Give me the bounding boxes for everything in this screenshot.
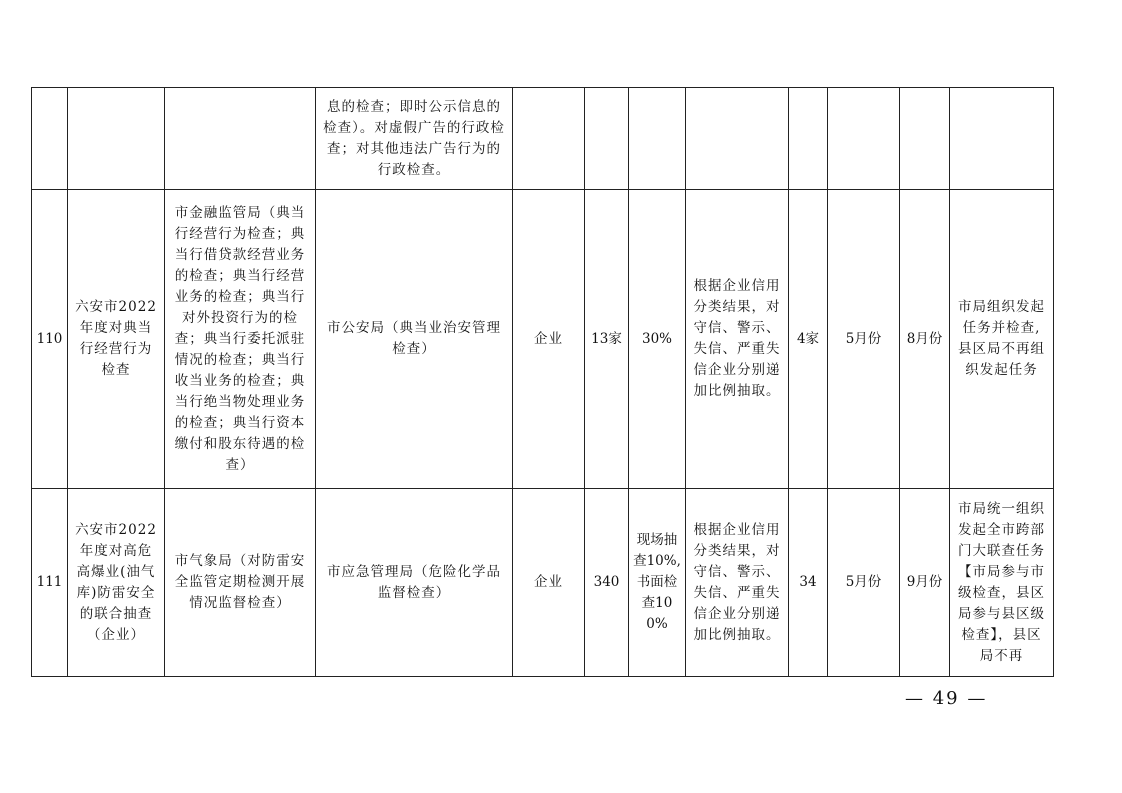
page-number: — 49 — [905,688,988,709]
sampling-ratio-cell: 现场抽查10%,书面检查100% [629,489,686,677]
table-row [32,88,1054,190]
object-count-cell: 13家 [585,190,629,489]
start-month-cell [828,88,900,190]
task-name-cell [68,88,165,190]
sample-count-cell: 34 [789,489,828,677]
sampling-ratio-cell: 30% [629,190,686,489]
end-month-cell: 9月份 [900,489,950,677]
inspection-object-cell: 企业 [513,190,585,489]
end-month-cell: 8月份 [900,190,950,489]
table-row [32,190,1054,489]
lead-department-cell: 市金融监管局（典当行经营行为检查；典当行借贷款经营业务的检查；典当行经营业务的检查；典当行对外投资行为的检查；典当行委托派驻情况的检查；典当行收当业务的检查；典当行绝当物处理业务的检查；典当行资本缴付和股东待遇的检查） [165,190,316,489]
row-number-cell: 110 [32,190,68,489]
joint-department-cell: 市公安局（典当业治安管理检查） [316,190,513,489]
remarks-cell [950,88,1054,190]
end-month-cell [900,88,950,190]
sampling-method-cell: 根据企业信用分类结果，对守信、警示、失信、严重失信企业分别递加比例抽取。 [686,489,789,677]
joint-department-cell: 息的检查；即时公示信息的检查）。对虚假广告的行政检查；对其他违法广告行为的行政检查。 [316,88,513,190]
sampling-method-cell: 根据企业信用分类结果，对守信、警示、失信、严重失信企业分别递加比例抽取。 [686,190,789,489]
sample-count-cell [789,88,828,190]
remarks-cell: 市局统一组织发起全市跨部门大联查任务【市局参与市级检查，县区局参与县区级检查】，县区局不再 [950,489,1054,677]
inspection-object-cell: 企业 [513,489,585,677]
object-count-cell [585,88,629,190]
start-month-cell: 5月份 [828,489,900,677]
task-name-cell: 六安市2022年度对高危高爆业(油气库)防雷安全的联合抽查（企业） [68,489,165,677]
remarks-cell: 市局组织发起任务并检查,县区局不再组织发起任务 [950,190,1054,489]
start-month-cell: 5月份 [828,190,900,489]
task-name-cell: 六安市2022年度对典当行经营行为检查 [68,190,165,489]
inspection-table [31,87,1054,677]
sampling-ratio-cell [629,88,686,190]
joint-department-cell: 市应急管理局（危险化学品监督检查） [316,489,513,677]
row-number-cell: 111 [32,489,68,677]
lead-department-cell [165,88,316,190]
inspection-object-cell [513,88,585,190]
sample-count-cell: 4家 [789,190,828,489]
object-count-cell: 340 [585,489,629,677]
lead-department-cell: 市气象局（对防雷安全监管定期检测开展情况监督检查） [165,489,316,677]
sampling-method-cell [686,88,789,190]
row-number-cell [32,88,68,190]
table-row [32,489,1054,677]
